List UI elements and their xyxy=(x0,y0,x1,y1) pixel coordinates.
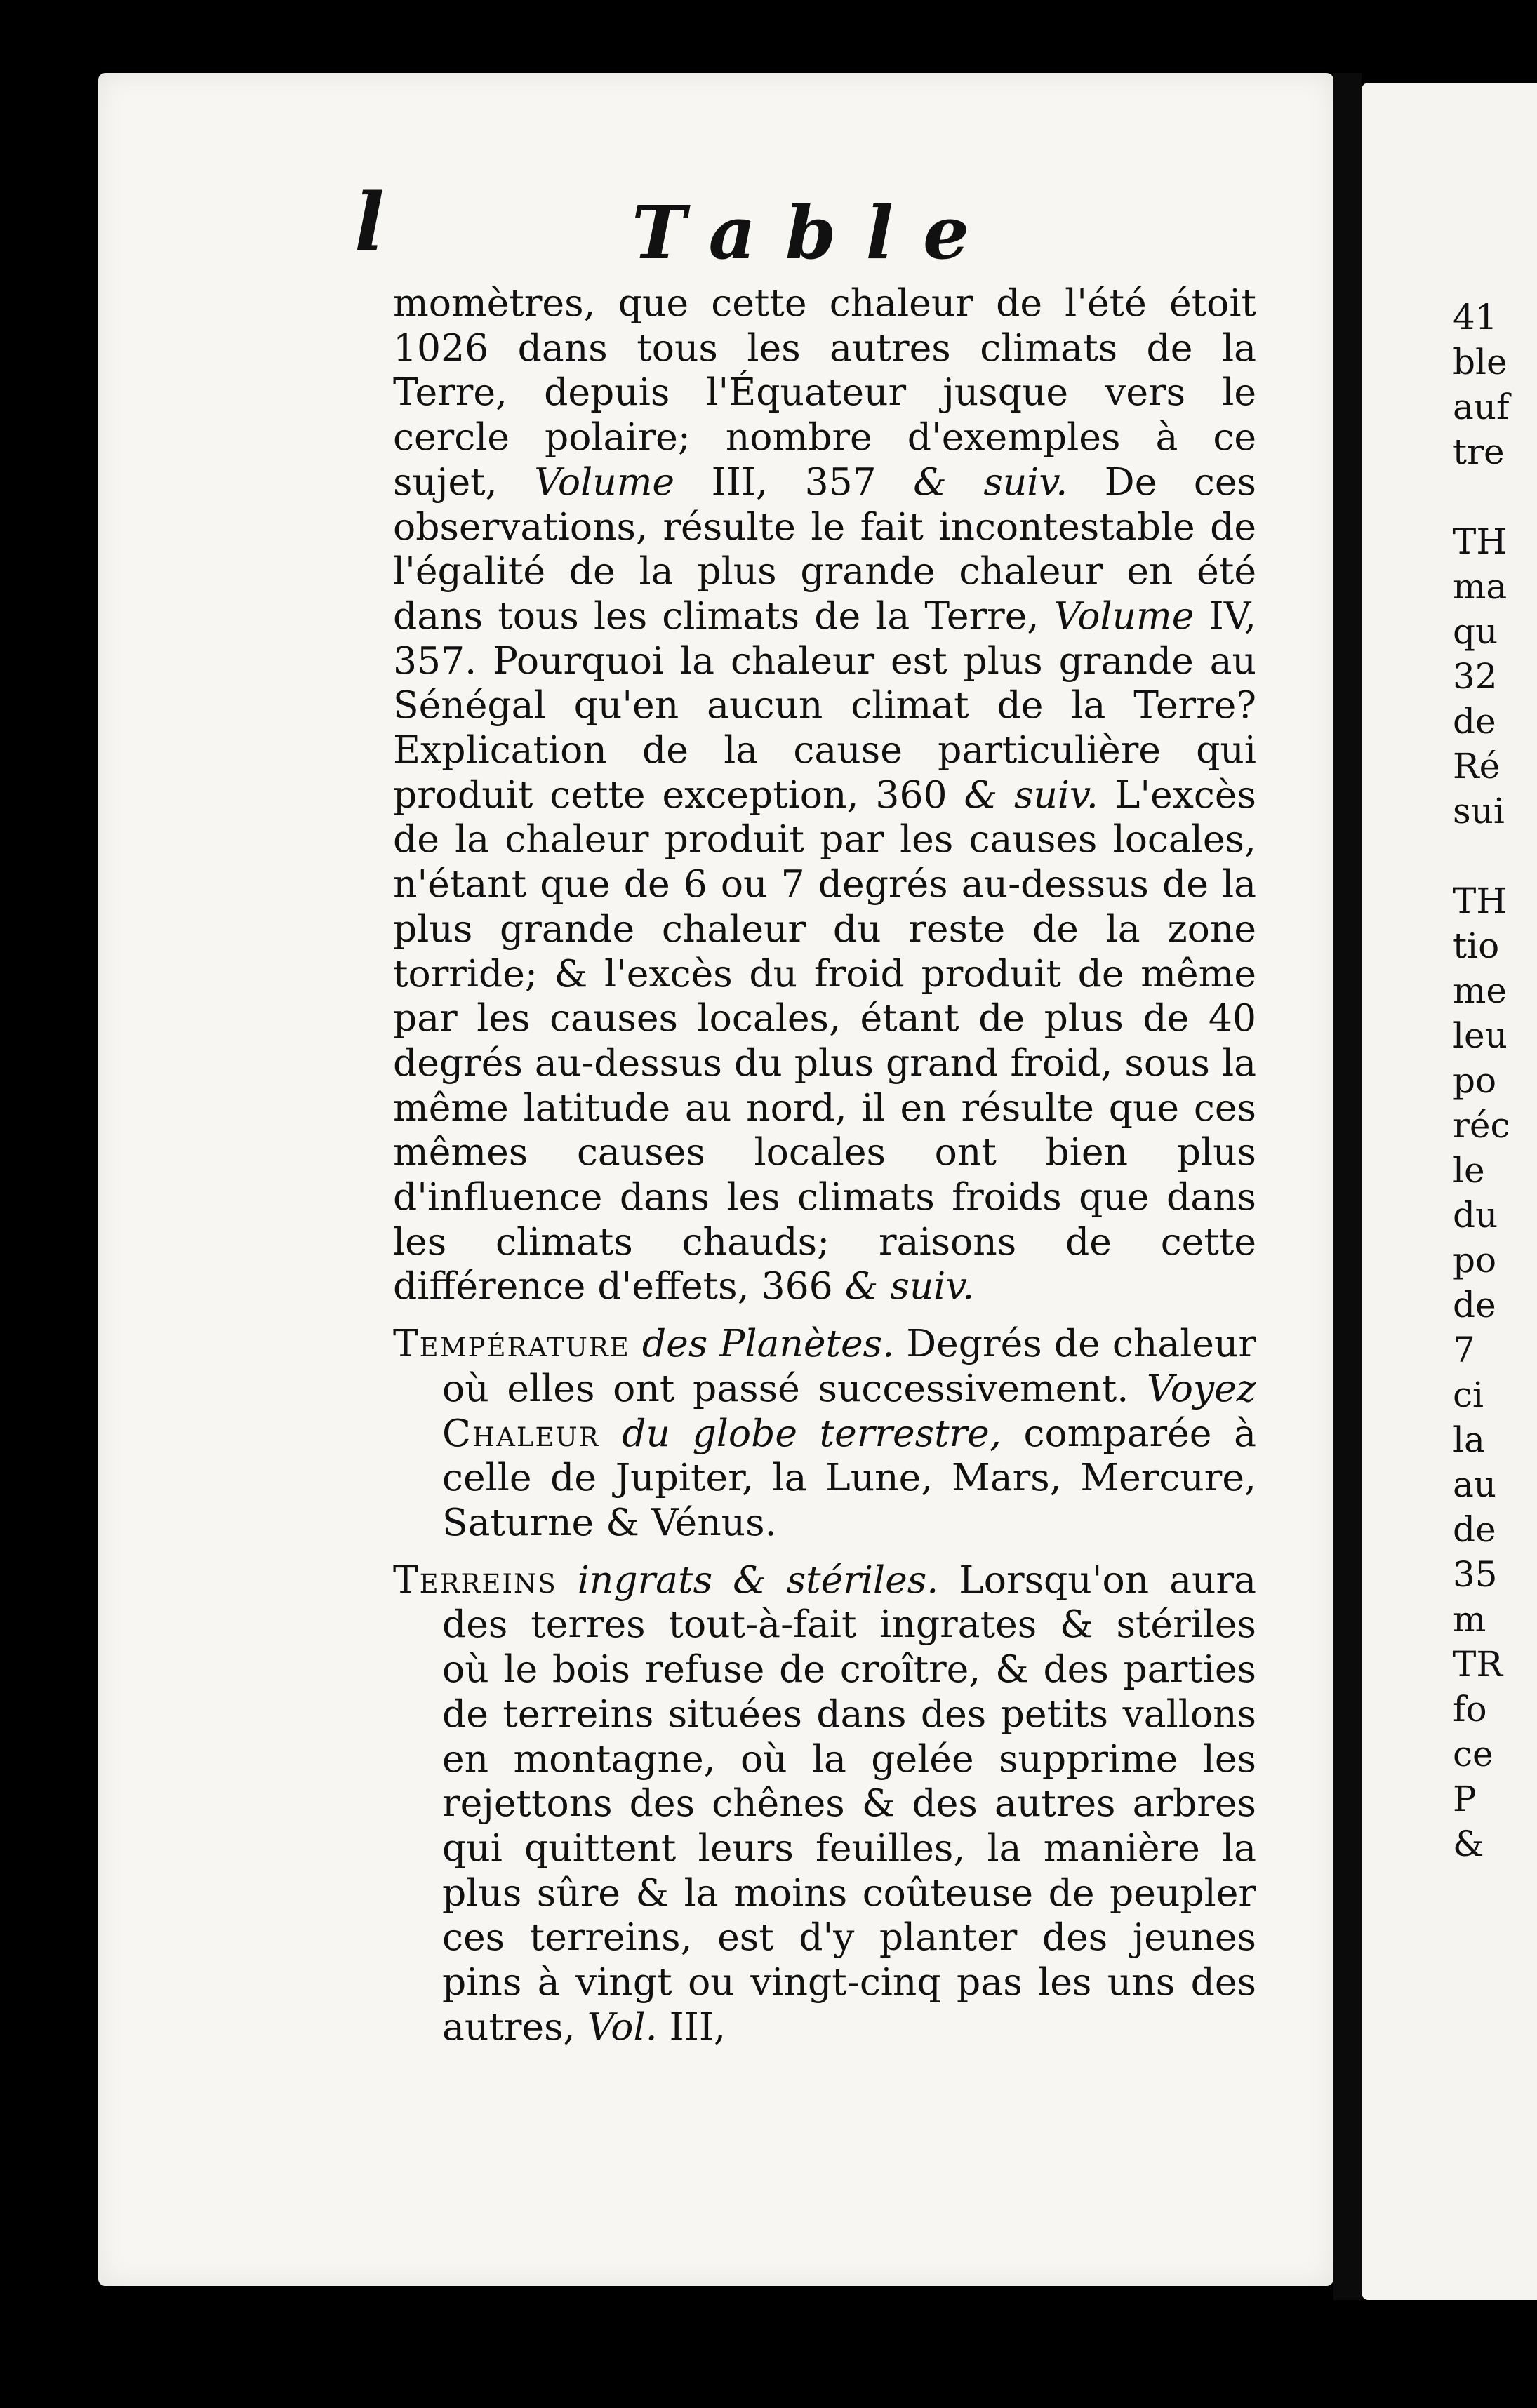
body-text: III, 357 xyxy=(674,459,914,504)
body-text: comparée à celle de Jupiter, la Lune, Mars, Mercure, Saturne & Vénus. xyxy=(442,1410,1256,1544)
right-page-line: au xyxy=(1453,1464,1497,1505)
italic-text: du globe terrestre, xyxy=(622,1410,1002,1455)
right-page-line: ci xyxy=(1453,1374,1484,1415)
right-page-line: ma xyxy=(1453,566,1508,607)
body-text xyxy=(557,1558,578,1602)
right-page-line: fo xyxy=(1453,1689,1487,1730)
right-page-line: po xyxy=(1453,1240,1497,1280)
right-page-line: Ré xyxy=(1453,746,1501,787)
right-page-line: du xyxy=(1453,1195,1498,1236)
right-page-line: sui xyxy=(1453,791,1505,831)
page-number: l xyxy=(354,177,385,269)
body-text: De ces observations, résulte le fait incontestable de l'égalité de la plus grande chaleur en été dans tous les climats de la Terre, xyxy=(393,459,1256,638)
right-page-line: po xyxy=(1453,1060,1497,1101)
body-text: L'excès de la chaleur produit par les causes locales, n'étant que de 6 ou 7 degrés au-dessus de la plus grande chaleur du reste de la zone torride; & l'excès du froid produit de même par les causes locales, étant de plus de 40 degrés au-dessus du plus grand froid, sous la même latitude au nord, il en résulte que ces mêmes causes locales ont bien plus d'influence dans les climats froids que dans les climats chauds; raisons de cette différence d'effets, 366 xyxy=(393,772,1256,1309)
entry-headword: Chaleur xyxy=(442,1410,600,1455)
right-page-line: qu xyxy=(1453,611,1498,652)
body-text: IV, 357. Pourquoi la chaleur est plus grande au Sénégal qu'en aucun climat de la Terre? Explication de la cause particulière qui produit cette exception, 360 xyxy=(393,593,1256,817)
body-text: Lorsqu'on aura des terres tout-à-fait ingrates & stériles où le bois refuse de croître, & des parties de terreins situées dans des petits vallons en montagne, où la gelée supprime les rejettons des chênes & des autres arbres qui quittent leurs feuilles, la manière la plus sûre & la moins coûteuse de peupler ces terreins, est d'y planter des jeunes pins à vingt ou vingt-cinq pas les uns des autres, xyxy=(442,1557,1256,2049)
italic-text: des Planètes. xyxy=(641,1321,895,1366)
right-page-line: la xyxy=(1453,1419,1485,1460)
body-text xyxy=(630,1321,642,1365)
right-page-line xyxy=(1453,834,1537,878)
right-page-line: 35 xyxy=(1453,1554,1498,1595)
right-page-line: tio xyxy=(1453,925,1500,966)
italic-text: & suiv. xyxy=(964,772,1098,817)
right-page-line: leu xyxy=(1453,1015,1508,1056)
body-text: III, xyxy=(657,2004,726,2049)
right-page-line: le xyxy=(1453,1150,1485,1191)
italic-text: Volume xyxy=(534,459,675,504)
right-page-line: auf xyxy=(1453,387,1510,427)
italic-text: Vol. xyxy=(587,2004,658,2049)
page-title: Table xyxy=(632,189,999,276)
right-page-line: 7 xyxy=(1453,1330,1475,1370)
right-page-line: 32 xyxy=(1453,656,1498,697)
right-page-line: ble xyxy=(1453,342,1508,382)
right-page-line: & xyxy=(1453,1824,1484,1864)
right-page-line: réc xyxy=(1453,1105,1510,1146)
right-page-line: P xyxy=(1453,1779,1477,1819)
right-page-line: me xyxy=(1453,970,1508,1011)
italic-text: Voyez xyxy=(1146,1365,1256,1410)
italic-text: Volume xyxy=(1053,593,1195,638)
right-page-line: TH xyxy=(1453,521,1507,562)
text-block xyxy=(393,281,1256,2049)
italic-text: & suiv. xyxy=(913,459,1068,504)
body-text xyxy=(600,1411,623,1455)
body-text: Degrés de chaleur où elles ont passé successivement. xyxy=(442,1321,1256,1410)
right-page-line: 41 xyxy=(1453,297,1498,337)
italic-text: & suiv. xyxy=(844,1264,975,1309)
right-page-line: m xyxy=(1453,1599,1486,1640)
entry-terreins xyxy=(393,1558,1256,2049)
right-page-line: de xyxy=(1453,1509,1496,1550)
book-gutter xyxy=(1333,73,1362,2300)
right-page-text xyxy=(1453,295,1537,1866)
right-page-line: de xyxy=(1453,1285,1496,1325)
italic-text: ingrats & stériles. xyxy=(577,1557,939,1602)
right-page-line: TH xyxy=(1453,881,1507,921)
entry-continuation xyxy=(393,281,1256,1309)
right-page-line: TR xyxy=(1453,1644,1503,1685)
entry-temperature xyxy=(393,1321,1256,1545)
body-text: momètres, que cette chaleur de l'été étoit 1026 dans tous les autres climats de la Terre, depuis l'Équateur jusque vers le cercle polaire; nombre d'exemples à ce sujet, xyxy=(393,281,1256,504)
entry-headword: Terreins xyxy=(393,1557,557,1602)
right-page-line: de xyxy=(1453,701,1496,742)
entry-headword: Température xyxy=(393,1321,630,1366)
right-page-line xyxy=(1453,474,1537,519)
right-page-line: ce xyxy=(1453,1734,1493,1774)
right-page-line: tre xyxy=(1453,432,1505,472)
